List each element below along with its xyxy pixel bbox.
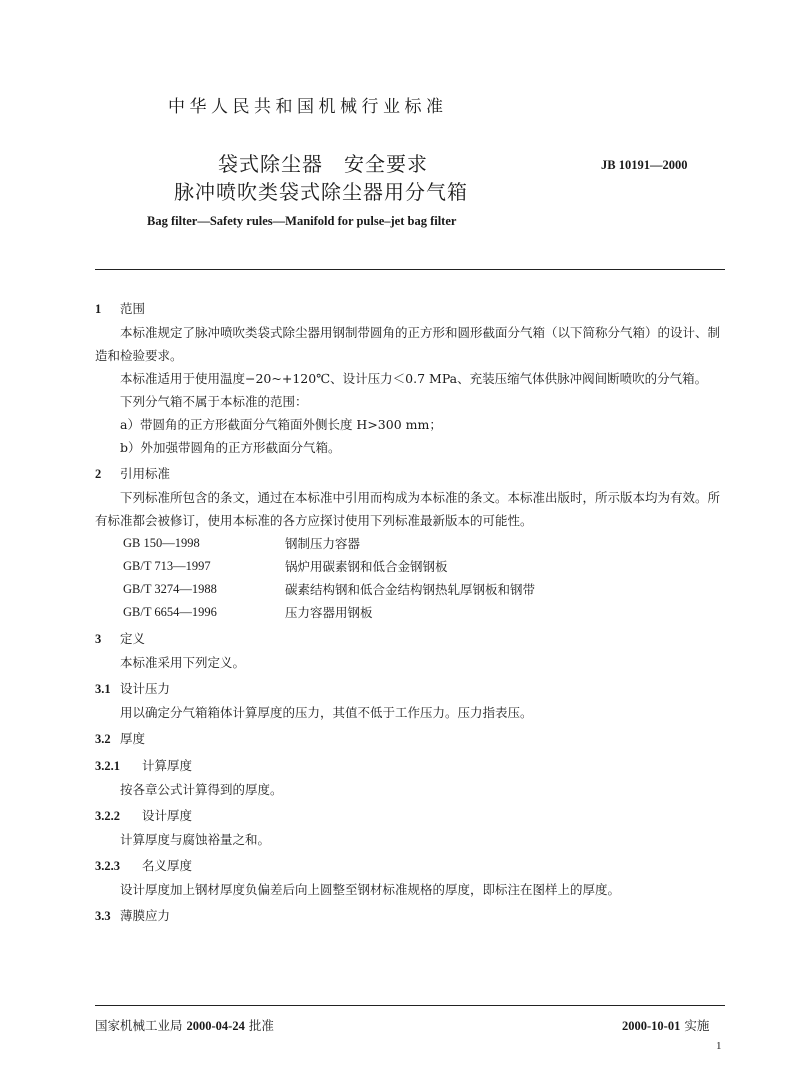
reference-row: GB/T 3274—1988 碳素结构钢和低合金结构钢热轧厚钢板和钢带 <box>123 582 536 597</box>
reference-row: GB 150—1998 钢制压力容器 <box>123 536 361 551</box>
reference-row: GB/T 713—1997 锅炉用碳素钢和低合金钢钢板 <box>123 559 448 574</box>
list-item: b）外加强带圆角的正方形截面分气箱。 <box>120 440 341 455</box>
approve-label: 批准 <box>248 1018 274 1033</box>
section-heading-1: 1 范围 <box>95 301 146 316</box>
section-heading-3-2-1: 3.2.1 计算厚度 <box>95 758 193 773</box>
page-number: 1 <box>716 1040 722 1052</box>
paragraph: 下列标准所包含的条文，通过在本标准中引用而构成为本标准的条文。本标准出版时，所示版本均为有效。所有标准都会被修订，使用本标准的各方应探讨使用下列标准最新版本的可能性。 <box>95 490 721 528</box>
paragraph: 本标准采用下列定义。 <box>120 655 246 670</box>
title-line-2: 脉冲喷吹类袋式除尘器用分气箱 <box>174 180 468 204</box>
issuing-organization: 中华人民共和国机械行业标准 <box>168 97 448 117</box>
top-divider <box>95 269 725 270</box>
section-heading-3-2: 3.2 厚度 <box>95 731 146 746</box>
english-title: Bag filter—Safety rules—Manifold for pulse–jet bag filter <box>147 214 457 228</box>
paragraph: 下列分气箱不属于本标准的范围： <box>120 394 308 409</box>
paragraph: 按各章公式计算得到的厚度。 <box>120 782 283 797</box>
paragraph: 设计厚度加上钢材厚度负偏差后向上圆整至钢材标准规格的厚度，即标注在图样上的厚度。 <box>120 882 621 897</box>
paragraph: 用以确定分气箱箱体计算厚度的压力，其值不低于工作压力。压力指表压。 <box>120 705 533 720</box>
paragraph: 计算厚度与腐蚀裕量之和。 <box>120 832 271 847</box>
section-heading-3: 3 定义 <box>95 631 146 646</box>
section-heading-3-1: 3.1 设计压力 <box>95 681 171 696</box>
list-item: a）带圆角的正方形截面分气箱面外侧长度 H>300 mm； <box>120 417 442 432</box>
effective-line <box>622 1016 709 1034</box>
section-heading-2: 2 引用标准 <box>95 466 171 481</box>
document-body <box>95 294 725 928</box>
approve-date: 2000-04-24 <box>186 1019 245 1033</box>
paragraph: 本标准规定了脉冲喷吹类袋式除尘器用钢制带圆角的正方形和圆形截面分气箱（以下简称分气箱）的设计、制造和检验要求。 <box>95 325 721 363</box>
section-heading-3-2-3: 3.2.3 名义厚度 <box>95 858 193 873</box>
paragraph: 本标准适用于使用温度−20~+120℃、设计压力＜0.7 MPa、充装压缩气体供脉冲阀间断喷吹的分气箱。 <box>120 371 708 386</box>
section-heading-3-2-2: 3.2.2 设计厚度 <box>95 808 193 823</box>
section-heading-3-3: 3.3 薄膜应力 <box>95 908 171 923</box>
standard-number: JB 10191—2000 <box>601 158 688 172</box>
title-line-1: 袋式除尘器 安全要求 <box>218 152 428 176</box>
issuer: 国家机械工业局 <box>95 1018 183 1033</box>
bottom-divider <box>95 1005 725 1006</box>
effective-date: 2000-10-01 <box>622 1019 681 1033</box>
effective-label: 实施 <box>684 1018 710 1033</box>
approval-line <box>95 1016 274 1034</box>
reference-row: GB/T 6654—1996 压力容器用钢板 <box>123 605 373 620</box>
